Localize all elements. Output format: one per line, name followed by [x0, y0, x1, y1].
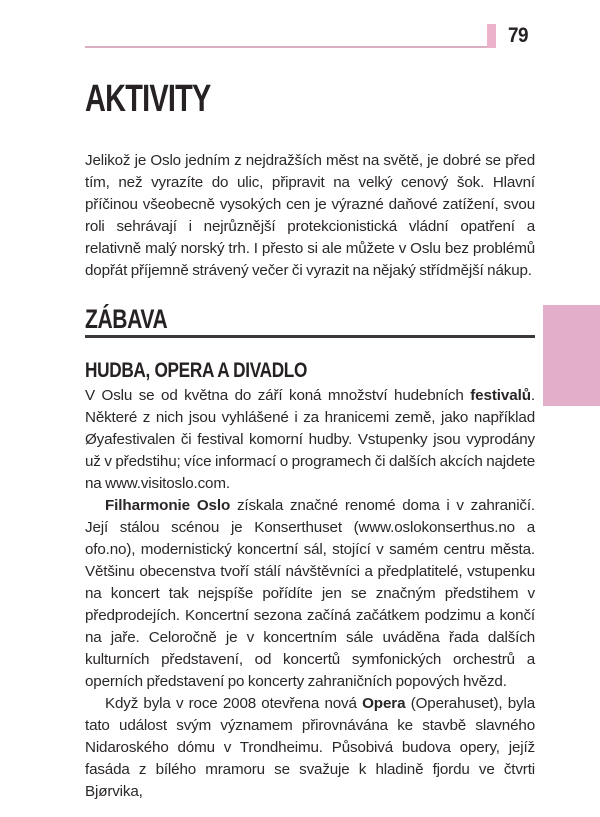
chapter-title — [85, 80, 535, 118]
paragraph-intro: Jelikož je Oslo jedním z nejdražších měst na světě, je dobré se před tím, než vyrazíte do ulic, připravit na velký cenový šok. Hlavní příčinou všeobecně vysokých cen je výrazné daňové zatížení, svou roli sehrávají i nejrůznější protekcionistická vládní opatření a relativně malý norský trh. I přesto si ale můžete v Oslu bez problémů dopřát příjemně strávený večer či vyrazit na nějaký střídmější nákup. — [85, 152, 535, 279]
subsection-heading-hudba-opera-divadlo — [85, 359, 535, 383]
section-heading-text: ZÁBAVA — [85, 304, 168, 334]
paragraph-festivals: V Oslu se od května do září koná množství hudebních festivalů. Některé z nich jsou vyhlášené i za hranicemi země, jako například Øyafestivalen či festival komorní hudby. Vstupenky jsou vyprodány už v předstihu; více informací o programech či dalších akcích najdete na www.visitoslo.com. — [85, 387, 535, 492]
page-number-text: 79 — [508, 24, 529, 47]
subsection-heading-text: HUDBA, OPERA A DIVADLO — [85, 359, 308, 382]
page-content — [85, 80, 535, 803]
header-tab-marker — [487, 24, 496, 48]
paragraph-filharmonie: Filharmonie Oslo získala značné renomé doma i v zahraničí. Její stálou scénou je Konserthuset (www.oslokonserthus.no a ofo.no), modernistický koncertní sál, stojící v samém centru města. Většinu obecenstva tvoří stálí návštěvníci a předplatitelé, vstupenku na koncert tak nejspíše pořídíte jen se značným předstihem v předprodejích. Koncertní sezona začíná začátkem podzimu a končí na jaře. Celoročně je v koncertním sále uváděna řada dalších kulturních představení, od koncertů symfonických orchestrů a operních představení po koncerty zahraničních popových hvězd. — [85, 497, 535, 690]
page-number — [508, 24, 530, 48]
paragraph-opera: Když byla v roce 2008 otevřena nová Opera (Operahuset), byla tato událost svým významem přirovnávána ke stavbě slavného Nidaroského dómu v Trondheimu. Působivá budova opery, jejíž fasáda z bílého mramoru se svažuje k hladině fjordu ve čtvrti Bjørvika, — [85, 695, 535, 800]
chapter-edge-tab — [543, 305, 600, 406]
chapter-title-text: AKTIVITY — [85, 78, 211, 120]
section-heading-zabava — [85, 304, 535, 338]
header-rule — [85, 46, 496, 48]
